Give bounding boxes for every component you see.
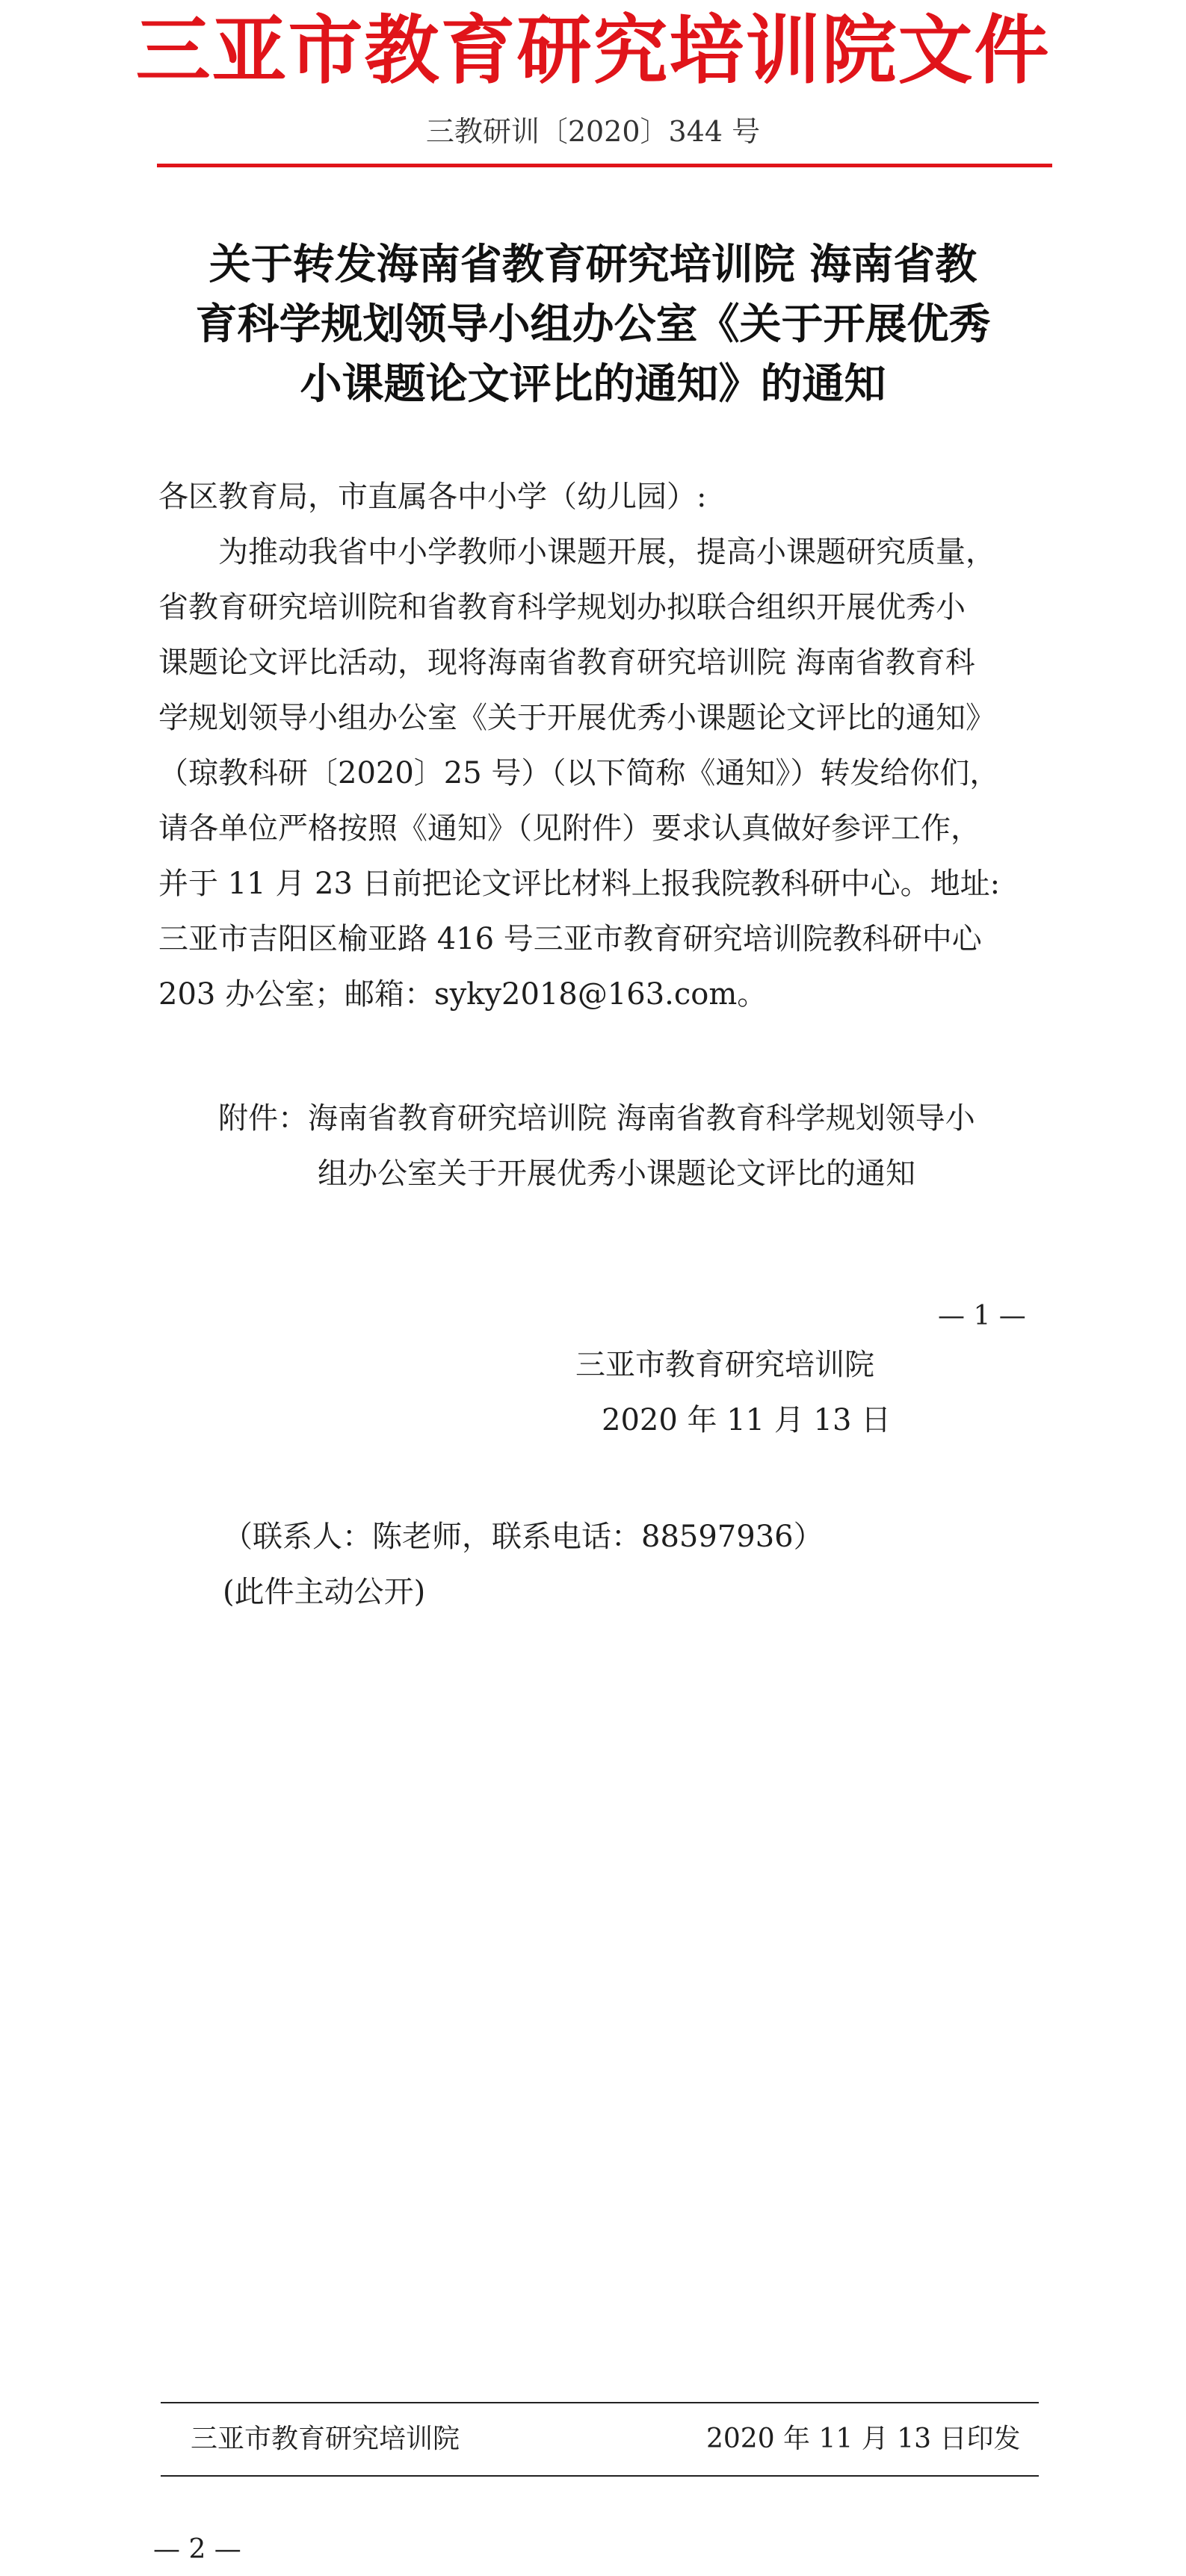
body-line-4: 学规划领导小组办公室《关于开展优秀小课题论文评比的通知》 <box>158 701 995 735</box>
page-number-2: — 2 — <box>153 2534 241 2565</box>
notice-title-line-3: 小课题论文评比的通知》的通知 <box>300 359 886 409</box>
document-header-title: 三亚市教育研究培训院文件 <box>135 6 1051 94</box>
body-line-2: 省教育研究培训院和省教育科学规划办拟联合组织开展优秀小 <box>158 590 966 625</box>
body-line-7: 并于 11 月 23 日前把论文评比材料上报我院教科研中心。地址: <box>158 867 1001 901</box>
footer-issuer: 三亚市教育研究培训院 <box>191 2424 460 2454</box>
disclosure-note: (此件主动公开) <box>223 1575 426 1609</box>
attachment-line-2: 组办公室关于开展优秀小课题论文评比的通知 <box>318 1157 915 1191</box>
body-line-6: 请各单位严格按照《通知》（见附件）要求认真做好参评工作， <box>158 811 980 846</box>
signature-date: 2020 年 11 月 13 日 <box>602 1403 892 1437</box>
page-number-1: — 1 — <box>938 1301 1026 1331</box>
notice-title-line-1: 关于转发海南省教育研究培训院 海南省教 <box>209 240 977 289</box>
body-line-5: （琼教科研〔2020〕25 号）（以下简称《通知》）转发给你们， <box>158 756 1000 790</box>
signature-org: 三亚市教育研究培训院 <box>575 1348 874 1382</box>
body-line-8: 三亚市吉阳区榆亚路 416 号三亚市教育研究培训院教科研中心 <box>158 922 982 956</box>
salutation: 各区教育局，市直属各中小学（幼儿园）: <box>158 480 707 514</box>
red-header-rule <box>157 164 1052 167</box>
footer-top-rule <box>161 2402 1039 2403</box>
body-line-9: 203 办公室；邮箱：syky2018@163.com。 <box>158 977 767 1012</box>
footer-print-date: 2020 年 11 月 13 日印发 <box>706 2424 1021 2454</box>
body-line-1: 为推动我省中小学教师小课题开展，提高小课题研究质量， <box>218 535 995 569</box>
body-line-3: 课题论文评比活动，现将海南省教育研究培训院 海南省教育科 <box>158 645 975 680</box>
contact-info: （联系人：陈老师，联系电话：88597936） <box>223 1520 824 1554</box>
notice-title-line-2: 育科学规划领导小组办公室《关于开展优秀 <box>195 300 991 349</box>
footer-bottom-rule <box>161 2475 1039 2477</box>
attachment-line-1: 附件：海南省教育研究培训院 海南省教育科学规划领导小 <box>218 1101 975 1136</box>
document-number: 三教研训〔2020〕344 号 <box>425 115 761 148</box>
